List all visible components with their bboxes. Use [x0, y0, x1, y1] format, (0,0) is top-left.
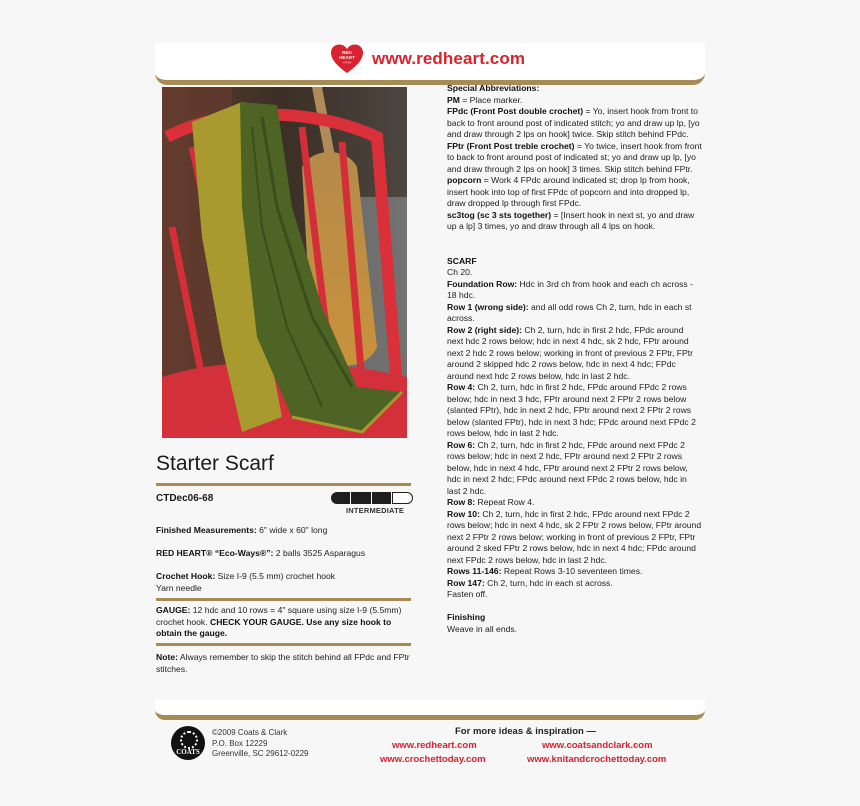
skill-level-label: INTERMEDIATE [345, 506, 405, 515]
note-label: Note: [156, 652, 178, 662]
header-band [155, 43, 705, 85]
instructions-column [447, 83, 702, 635]
pattern-title: Starter Scarf [156, 452, 274, 475]
row-label: Row 2 (right side): [447, 324, 522, 335]
abbreviation-term: FPtr (Front Post treble crochet) [447, 140, 575, 151]
abbreviation-item [447, 95, 702, 107]
address-line: ©2009 Coats & Clark [212, 728, 288, 737]
row-text: Ch 2, turn, hdc in first 2 hdc, FPdc around next FPdc 2 rows below; hdc in next 2 hdc, FPtr around next 2 FPtr 2 rows below, hdc in next 4 hdc, FPtr around next 2 FPtr 2 rows below, hdc in next 2 hdc; FPdc around next FPdc 2 rows below, hdc in last 2 hdc. [447, 439, 688, 496]
abbreviation-term: FPdc (Front Post double crochet) [447, 106, 584, 116]
scarf-heading: SCARF [447, 255, 477, 266]
hook-info [156, 571, 411, 594]
skill-level-badge [331, 492, 413, 515]
abbreviation-def: = Yo twice, insert hook from front to back to front around post of indicated st; yo and draw up lp, [yo and draw through 2 lps on hook] 3 times. Skip stitch behind FPtr. [447, 140, 702, 174]
row-text: Repeat Rows 3-10 seventeen times. [501, 566, 643, 576]
abbreviation-item [447, 106, 702, 141]
abbreviation-def: = Place marker. [459, 94, 523, 105]
header-url-link[interactable]: www.redheart.com [372, 49, 526, 68]
abbreviation-item [447, 210, 702, 233]
scarf-photo [162, 87, 407, 438]
finished-value: 6" wide x 60" long [256, 525, 328, 535]
row-label: Row 8: [447, 497, 476, 507]
gauge-info [156, 605, 411, 640]
spacer [447, 601, 702, 613]
abbreviation-def: = Work 4 FPdc around indicated st; drop lp from hook, insert hook into top of first FPdc of popcorn and into dropped lp, draw dropped lp through first FPdc. [447, 175, 690, 208]
abbreviation-term: PM [447, 94, 460, 105]
svg-text:YARNS: YARNS [342, 61, 352, 65]
row-text: Hdc in 3rd ch from hook and each ch across - 18 hdc. [447, 278, 693, 300]
pattern-code: CTDec06-68 [156, 493, 214, 504]
link-coatsandclark[interactable]: www.coatsandclark.com [542, 740, 653, 751]
skill-bar-empty [392, 492, 413, 504]
scarf-row [447, 440, 702, 498]
finished-measurements [156, 525, 411, 537]
notion-text: Yarn needle [156, 582, 202, 593]
abbreviation-term: sc3tog (sc 3 sts together) [447, 209, 552, 220]
scarf-row [447, 509, 702, 567]
address-line: P.O. Box 12229 [212, 738, 268, 748]
scarf-row [447, 578, 702, 590]
svg-text:RED: RED [342, 50, 352, 55]
abbreviations-heading: Special Abbreviations: [447, 83, 540, 93]
gauge-label: GAUGE: [156, 605, 191, 615]
scarf-row [447, 382, 702, 440]
gauge-bottom-divider [156, 643, 411, 646]
link-redheart[interactable]: www.redheart.com [392, 740, 477, 751]
finishing-text: Weave in all ends. [447, 623, 518, 634]
abbreviation-term: popcorn [447, 175, 482, 185]
row-label: Row 1 (wrong side): [447, 301, 529, 312]
row-text: Repeat Row 4. [475, 497, 535, 507]
abbreviation-item [447, 175, 702, 210]
row-text: Ch 2, turn, hdc in first 2 hdc, FPdc around next hdc 2 rows below; hdc in next 4 hdc, sk 2 hdc, FPtr around next 2 hdc 2 rows below; working in front of previous 2 FPtr, FPtr around 2 skipped hdc 2 rows below, hdc in next 4 hdc; FPdc around next hdc 2 rows below, hdc in last 2 hdc. [447, 324, 693, 381]
scarf-row [447, 566, 702, 578]
gauge-top-divider [156, 598, 411, 601]
scarf-intro: Ch 20. [447, 267, 473, 277]
link-knitandcrochettoday[interactable]: www.knitandcrochettoday.com [527, 754, 667, 765]
coats-logo-icon [171, 726, 205, 760]
scarf-row [447, 325, 702, 383]
svg-text:HEART: HEART [339, 55, 355, 60]
coats-logo-text: COATS [176, 748, 200, 756]
gauge-check-text: CHECK YOUR GAUGE. Use any size hook to obtain the gauge. [156, 616, 392, 638]
gauge-text: 12 hdc and 10 rows = 4" square using size I-9 (5.5mm) crochet hook. [156, 605, 402, 627]
abbreviation-def: = [Insert hook in next st, yo and draw up a lp] 3 times, yo and draw through all 4 lps on hook. [447, 209, 695, 231]
scarf-photo-image [162, 87, 407, 438]
finishing-heading: Finishing [447, 612, 486, 622]
row-text: Ch 2, turn, hdc in each st across. [484, 577, 613, 588]
link-crochettoday[interactable]: www.crochettoday.com [380, 754, 486, 765]
hook-value: Size I-9 (5.5 mm) crochet hook [215, 571, 336, 581]
skill-bar-filled [331, 492, 350, 504]
row-text: Ch 2, turn, hdc in first 2 hdc, FPdc around next FPdc 2 rows below; hdc in next 4 hdc, sk 2 FPtr 2 rows below, FPtr around next 2 FPtr 2 rows below; working in front of previous 2 FPtr, FPtr around 2 sked FPtr 2 rows below, hdc in next 4 hdc; FPdc around next FPdc 2 rows below, hdc in last 2 hdc. [447, 508, 702, 565]
row-label: Row 147: [447, 577, 485, 588]
yarn-value: 2 balls 3525 Asparagus [273, 548, 366, 558]
note-info [156, 652, 411, 675]
scarf-row [447, 302, 702, 325]
row-text: Ch 2, turn, hdc in first 2 hdc, FPdc around FPdc 2 rows below; hdc in next 3 hdc, FPtr around next 2 FPtr 2 rows below (slanted FPtr), hdc in next 2 hdc, FPtr around next 2 FPtr 2 rows below (slanted FPtr), hdc in next 3 hdc; FPdc around next FPdc 2 rows below, hdc in last 2 hdc. [447, 382, 696, 438]
skill-bar-filled [372, 492, 391, 504]
skill-bar-filled [351, 492, 370, 504]
scarf-row [447, 497, 702, 509]
row-label: Row 10: [447, 508, 480, 519]
scarf-row [447, 279, 702, 302]
address-line: Greenville, SC 29612-0229 [212, 749, 309, 758]
yarn-label: RED HEART® “Eco-Ways®”: [156, 548, 274, 558]
company-address [212, 728, 309, 760]
red-heart-logo-icon [330, 43, 364, 75]
note-text: Always remember to skip the stitch behind all FPdc and FPtr stitches. [156, 652, 410, 674]
row-label: Row 4: [447, 382, 476, 392]
finished-label: Finished Measurements: [156, 525, 257, 535]
fasten-off-text: Fasten off. [447, 589, 488, 599]
abbreviation-def: = Yo, insert hook from front to back to front around post of indicated stitch; yo and draw up lp, [yo and draw through 2 lps on hook] twice. Skip stitch behind FPdc. [447, 106, 700, 139]
row-label: Foundation Row: [447, 278, 518, 289]
abbreviation-item [447, 141, 702, 176]
footer-band [155, 700, 705, 720]
row-label: Rows 11-146: [447, 566, 502, 576]
row-label: Row 6: [447, 439, 476, 450]
spacer [447, 233, 702, 256]
yarn-info [156, 548, 411, 560]
hook-label: Crochet Hook: [156, 571, 216, 581]
chain-ring-icon [180, 731, 198, 749]
pattern-page [155, 40, 705, 780]
skill-level-bars [331, 492, 413, 504]
row-text: and all odd rows Ch 2, turn, hdc in each st across. [447, 301, 692, 323]
title-divider [156, 483, 411, 486]
more-ideas-heading: For more ideas & inspiration — [455, 726, 596, 737]
